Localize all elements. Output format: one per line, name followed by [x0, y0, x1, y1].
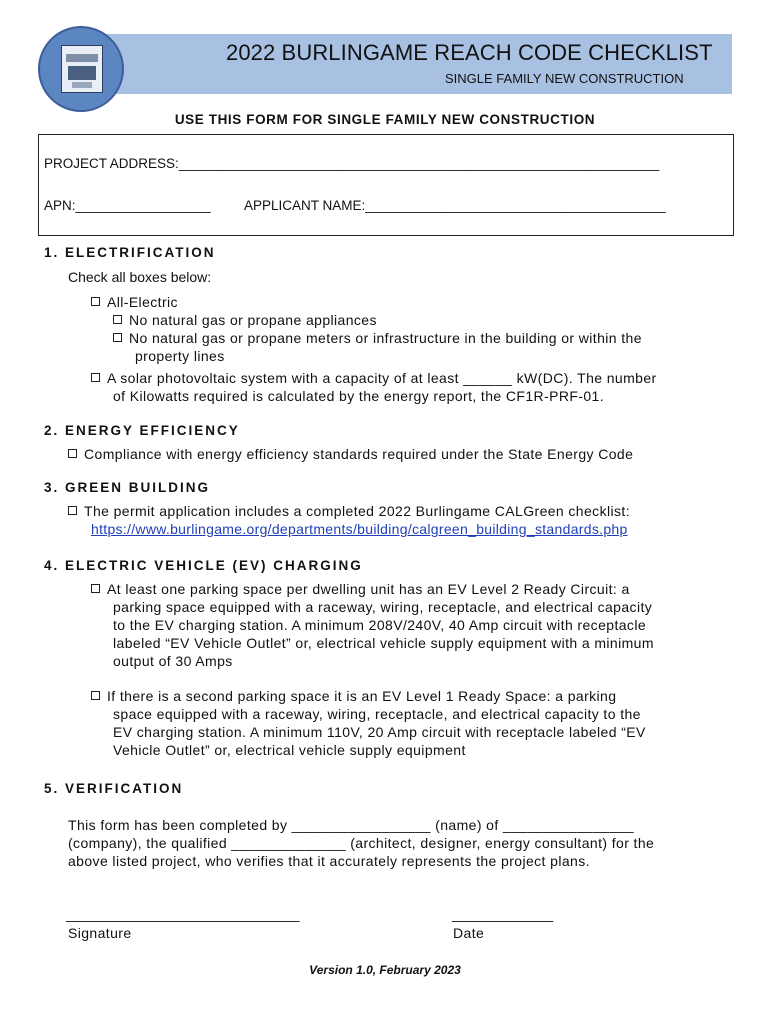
checkbox-item-energy-compliance[interactable]: [68, 445, 633, 463]
ev-level1-text: space equipped with a raceway, wiring, receptacle, and electrical capacity to the: [113, 706, 641, 722]
verification-text[interactable]: (company), the qualified ______________ (architect, designer, energy consultant) for the: [68, 835, 655, 851]
checkbox-item-all-electric[interactable]: [91, 293, 178, 311]
checkbox-icon[interactable]: [113, 333, 122, 342]
checkbox-label: Compliance with energy efficiency standards required under the State Energy Code: [84, 446, 634, 462]
date-label: Date: [453, 925, 485, 941]
applicant-name-field[interactable]: APPLICANT NAME:________________________________________: [244, 198, 666, 213]
section-heading-energy-efficiency: 2. ENERGY EFFICIENCY: [44, 423, 240, 438]
section-heading-electrification: 1. ELECTRIFICATION: [44, 245, 216, 260]
checkbox-icon[interactable]: [113, 315, 122, 324]
checkbox-label: The permit application includes a completed 2022 Burlingame CALGreen checklist:: [84, 503, 630, 519]
checkbox-icon[interactable]: [91, 691, 100, 700]
checkbox-item-ev-level2[interactable]: [91, 580, 630, 598]
document-subtitle: SINGLE FAMILY NEW CONSTRUCTION: [445, 71, 684, 86]
calgreen-link-wrapper: [91, 520, 628, 538]
document-title: 2022 BURLINGAME REACH CODE CHECKLIST: [226, 40, 713, 65]
checkbox-icon[interactable]: [68, 506, 77, 515]
checkbox-icon[interactable]: [91, 584, 100, 593]
ev-level2-text: parking space equipped with a raceway, wiring, receptacle, and electrical capacity: [113, 599, 653, 615]
seal-emblem: [61, 45, 103, 93]
checkbox-label: If there is a second parking space it is an EV Level 1 Ready Space: a parking: [107, 688, 617, 704]
checkbox-item-no-gas-meters[interactable]: [113, 329, 642, 347]
checkbox-item-calgreen[interactable]: [68, 502, 630, 520]
date-line[interactable]: _____________: [452, 906, 554, 922]
section-heading-verification: 5. VERIFICATION: [44, 781, 184, 796]
verification-text: above listed project, who verifies that it accurately represents the project plans.: [68, 853, 590, 869]
ev-level2-text: output of 30 Amps: [113, 653, 233, 669]
checkbox-item-solar[interactable]: [91, 369, 657, 387]
calgreen-link[interactable]: https://www.burlingame.org/departments/building/calgreen_building_standards.php: [91, 521, 628, 537]
city-seal-logo: [38, 26, 124, 112]
checkbox-item-ev-level1[interactable]: [91, 687, 616, 705]
ev-level2-text: labeled “EV Vehicle Outlet” or, electrical vehicle supply equipment with a minimum: [113, 635, 654, 651]
ev-level1-text: Vehicle Outlet” or, electrical vehicle supply equipment: [113, 742, 466, 758]
signature-label: Signature: [68, 925, 132, 941]
checkbox-label: At least one parking space per dwelling unit has an EV Level 2 Ready Circuit: a: [107, 581, 630, 597]
electrification-intro: Check all boxes below:: [68, 269, 212, 285]
project-info-box: [38, 134, 734, 236]
form-instruction: USE THIS FORM FOR SINGLE FAMILY NEW CONSTRUCTION: [174, 112, 596, 127]
section-heading-green-building: 3. GREEN BUILDING: [44, 480, 211, 495]
signature-line[interactable]: ______________________________: [66, 906, 300, 922]
checkbox-label-continued: property lines: [135, 348, 225, 364]
checkbox-label: No natural gas or propane meters or infrastructure in the building or within the: [129, 330, 642, 346]
checkbox-label: All-Electric: [107, 294, 178, 310]
section-heading-ev-charging: 4. ELECTRIC VEHICLE (EV) CHARGING: [44, 558, 363, 573]
checkbox-icon[interactable]: [68, 449, 77, 458]
checkbox-label: A solar photovoltaic system with a capacity of at least ______ kW(DC). The number: [107, 370, 657, 386]
apn-field[interactable]: APN:__________________: [44, 198, 211, 213]
checkbox-icon[interactable]: [91, 373, 100, 382]
ev-level1-text: EV charging station. A minimum 110V, 20 Amp circuit with receptacle labeled “EV: [113, 724, 646, 740]
checkbox-item-no-gas-appliances[interactable]: [113, 311, 377, 329]
project-address-field[interactable]: PROJECT ADDRESS:________________________________________________________________: [44, 156, 660, 171]
version-footer: Version 1.0, February 2023: [309, 963, 461, 977]
verification-text[interactable]: This form has been completed by _________________ (name) of ________________: [68, 817, 634, 833]
checkbox-label-continued: of Kilowatts required is calculated by the energy report, the CF1R-PRF-01.: [113, 388, 605, 404]
checkbox-label: No natural gas or propane appliances: [129, 312, 377, 328]
checkbox-icon[interactable]: [91, 297, 100, 306]
ev-level2-text: to the EV charging station. A minimum 208V/240V, 40 Amp circuit with receptacle: [113, 617, 647, 633]
